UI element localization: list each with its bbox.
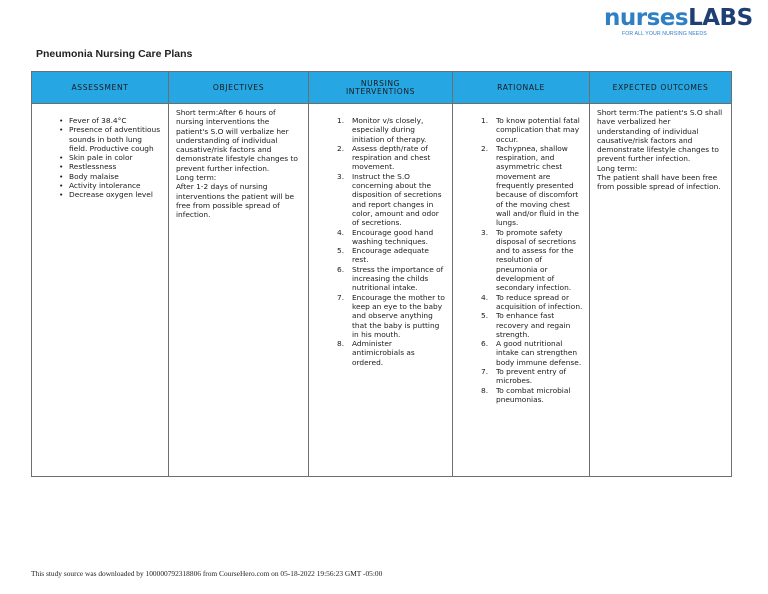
list-item: • Fever of 38.4°C [59,116,162,125]
list-item: • Activity intolerance [59,181,162,190]
objectives-long-term: After 1-2 days of nursing interventions the patient will be free from possible spread of infection. [176,182,295,220]
list-item: 7. To prevent entry of microbes. [481,367,567,386]
download-notice: This study source was downloaded by 100000792318806 from CourseHero.com on 05-18-2022 19:56:23 GMT -05:00 [31,569,383,578]
list-item: 5. To enhance fast recovery and regain strength. [481,311,571,339]
list-item: 6. Stress the importance of increasing the childs nutritional intake. [337,264,444,293]
objectives-cell [169,104,309,477]
logo-labs-text: LABS [688,5,753,31]
list-item: 3. To promote safety disposal of secretions and to assess for the resolution of pneumonia or development of secondary infection. [481,227,576,293]
list-item: • Restlessness [59,162,162,171]
care-plan-table [31,71,732,477]
interventions-list [316,116,446,367]
rationale-cell [453,104,590,477]
list-item: 8. To combat microbial pneumonias. [481,385,571,404]
logo-nurses-text: nurses [604,5,689,31]
list-item: • Body malaise [59,172,162,181]
table-header-row [32,72,732,104]
interventions-cell [309,104,453,477]
list-item: 4. Encourage good hand washing techniques. [337,227,434,246]
list-item: 2. Assess depth/rate of respiration and chest movement. [337,143,431,172]
nurseslabs-logo [604,4,754,42]
list-item: 2. Tachypnea, shallow respiration, and asymmetric chest movement are frequently presented because of discomfort of the moving chest wall and/or fluid in the lungs. [481,143,579,228]
header-objectives: OBJECTIVES [169,72,309,104]
list-item: 8. Administer antimicrobials as ordered. [337,339,415,367]
rationale-list [460,116,583,404]
objectives-long-term-label: Long term: [176,173,217,183]
list-item: 6. A good nutritional intake can strengthen body immune defense. [481,339,582,367]
list-item: 3. Instruct the S.O concerning about the disposition of secretions and report changes in color, amount and odor of secretions. [337,171,442,228]
outcomes-long-term-label: Long term: [597,163,638,173]
assessment-list [59,116,162,200]
header-nursing-interventions [309,72,453,104]
expected-outcomes-cell [590,104,732,477]
list-item: • Presence of adventitious sounds in both lung field. Productive cough [59,125,162,153]
header-rationale: RATIONALE [453,72,590,104]
outcomes-long-term: The patient shall have been free from possible spread of infection. [597,173,721,192]
list-item: 7. Encourage the mother to keep an eye to the baby and observe anything that the baby is putting in his mouth. [337,292,445,339]
assessment-cell [32,104,169,477]
logo-tagline: FOR ALL YOUR NURSING NEEDS [622,31,707,37]
table-row [32,104,732,477]
list-item: 1. Monitor v/s closely, especially during initiation of therapy. [337,116,427,144]
list-item: • Skin pale in color [59,153,162,162]
header-nursing-interventions-label: NURSING INTERVENTIONS [345,78,416,96]
list-item: 4. To reduce spread or acquisition of infection. [481,292,583,311]
list-item: • Decrease oxygen level [59,190,162,199]
header-expected-outcomes: EXPECTED OUTCOMES [590,72,732,104]
outcomes-short-term: Short term:The patient's S.O shall have verbalized her understanding of individual causative/risk factors and demonstrate lifestyle changes to prevent further infection. [597,108,723,164]
objectives-short-term: Short term:After 6 hours of nursing interventions the patient's S.O will verbalize her understanding of individual causative/risk factors and demonstrate lifestyle changes to prevent further infection. [176,108,298,173]
list-item: 1. To know potential fatal complication that may occur. [481,116,580,144]
header-assessment: ASSESSMENT [32,72,169,104]
list-item: 5. Encourage adequate rest. [337,246,429,265]
page-title: Pneumonia Nursing Care Plans [36,48,193,60]
